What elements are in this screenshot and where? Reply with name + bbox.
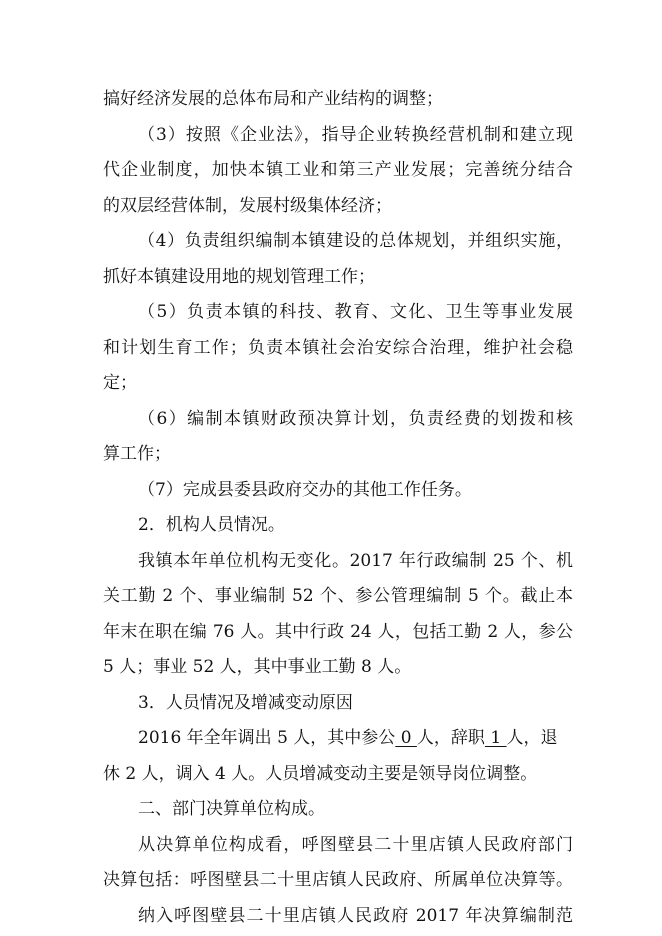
text-line-14: 我镇本年单位机构无变化。2017 年行政编制 25 个、机 [138,551,573,571]
text-line-transfer [138,726,573,750]
text-line-15: 关工勤 2 个、事业编制 52 个、参公管理编制 5 个。截止本 [103,586,573,606]
transfer-lead: 2016 年全年调出 5 人，其中参公 [138,728,396,748]
text-line-3: 代企业制度，加快本镇工业和第三产业发展；完善统分结合 [103,160,573,180]
text-line-4: 的双层经营体制，发展村级集体经济； [103,196,392,216]
text-line-8: 和计划生育工作；负责本镇社会治安综合治理，维护社会稳 [103,338,573,358]
text-line-5: （4）负责组织编制本镇建设的总体规划，并组织实施， [138,231,573,251]
transfer-value-resigned: 1 [484,728,507,748]
text-line-23: 决算包括：呼图壁县二十里店镇人民政府、所属单位决算等。 [103,870,573,890]
text-line-12: （7）完成县委县政府交办的其他工作任务。 [138,480,472,500]
transfer-value-civil: 0 [395,728,417,748]
text-line-16: 年末在职在编 76 人。其中行政 24 人，包括工勤 2 人，参公 [103,622,573,642]
text-line-1: 搞好经济发展的总体布局和产业结构的调整； [103,89,443,109]
text-line-22: 从决算单位构成看，呼图壁县二十里店镇人民政府部门 [138,835,573,855]
transfer-mid: 人，辞职 [416,728,485,748]
section-heading-units: 二、部门决算单位构成。 [138,799,325,819]
section-heading-changes: 3．人员情况及增减变动原因 [138,693,353,713]
text-line-6: 抓好本镇建设用地的规划管理工作； [103,267,375,287]
text-line-24: 纳入呼图壁县二十里店镇人民政府 2017 年决算编制范 [138,906,573,926]
section-heading-staff: 2．机构人员情况。 [138,515,285,535]
text-line-11: 算工作； [103,444,171,464]
text-line-7: （5）负责本镇的科技、教育、文化、卫生等事业发展 [138,302,573,322]
text-line-2: （3）按照《企业法》，指导企业转换经营机制和建立现 [138,125,573,145]
text-line-9: 定； [103,373,137,393]
text-line-20: 休 2 人，调入 4 人。人员增减变动主要是领导岗位调整。 [103,764,538,784]
text-line-10: （6）编制本镇财政预决算计划，负责经费的划拨和核 [138,409,573,429]
transfer-tail: 人，退 [506,728,558,748]
text-line-17: 5 人；事业 52 人，其中事业工勤 8 人。 [103,657,412,677]
